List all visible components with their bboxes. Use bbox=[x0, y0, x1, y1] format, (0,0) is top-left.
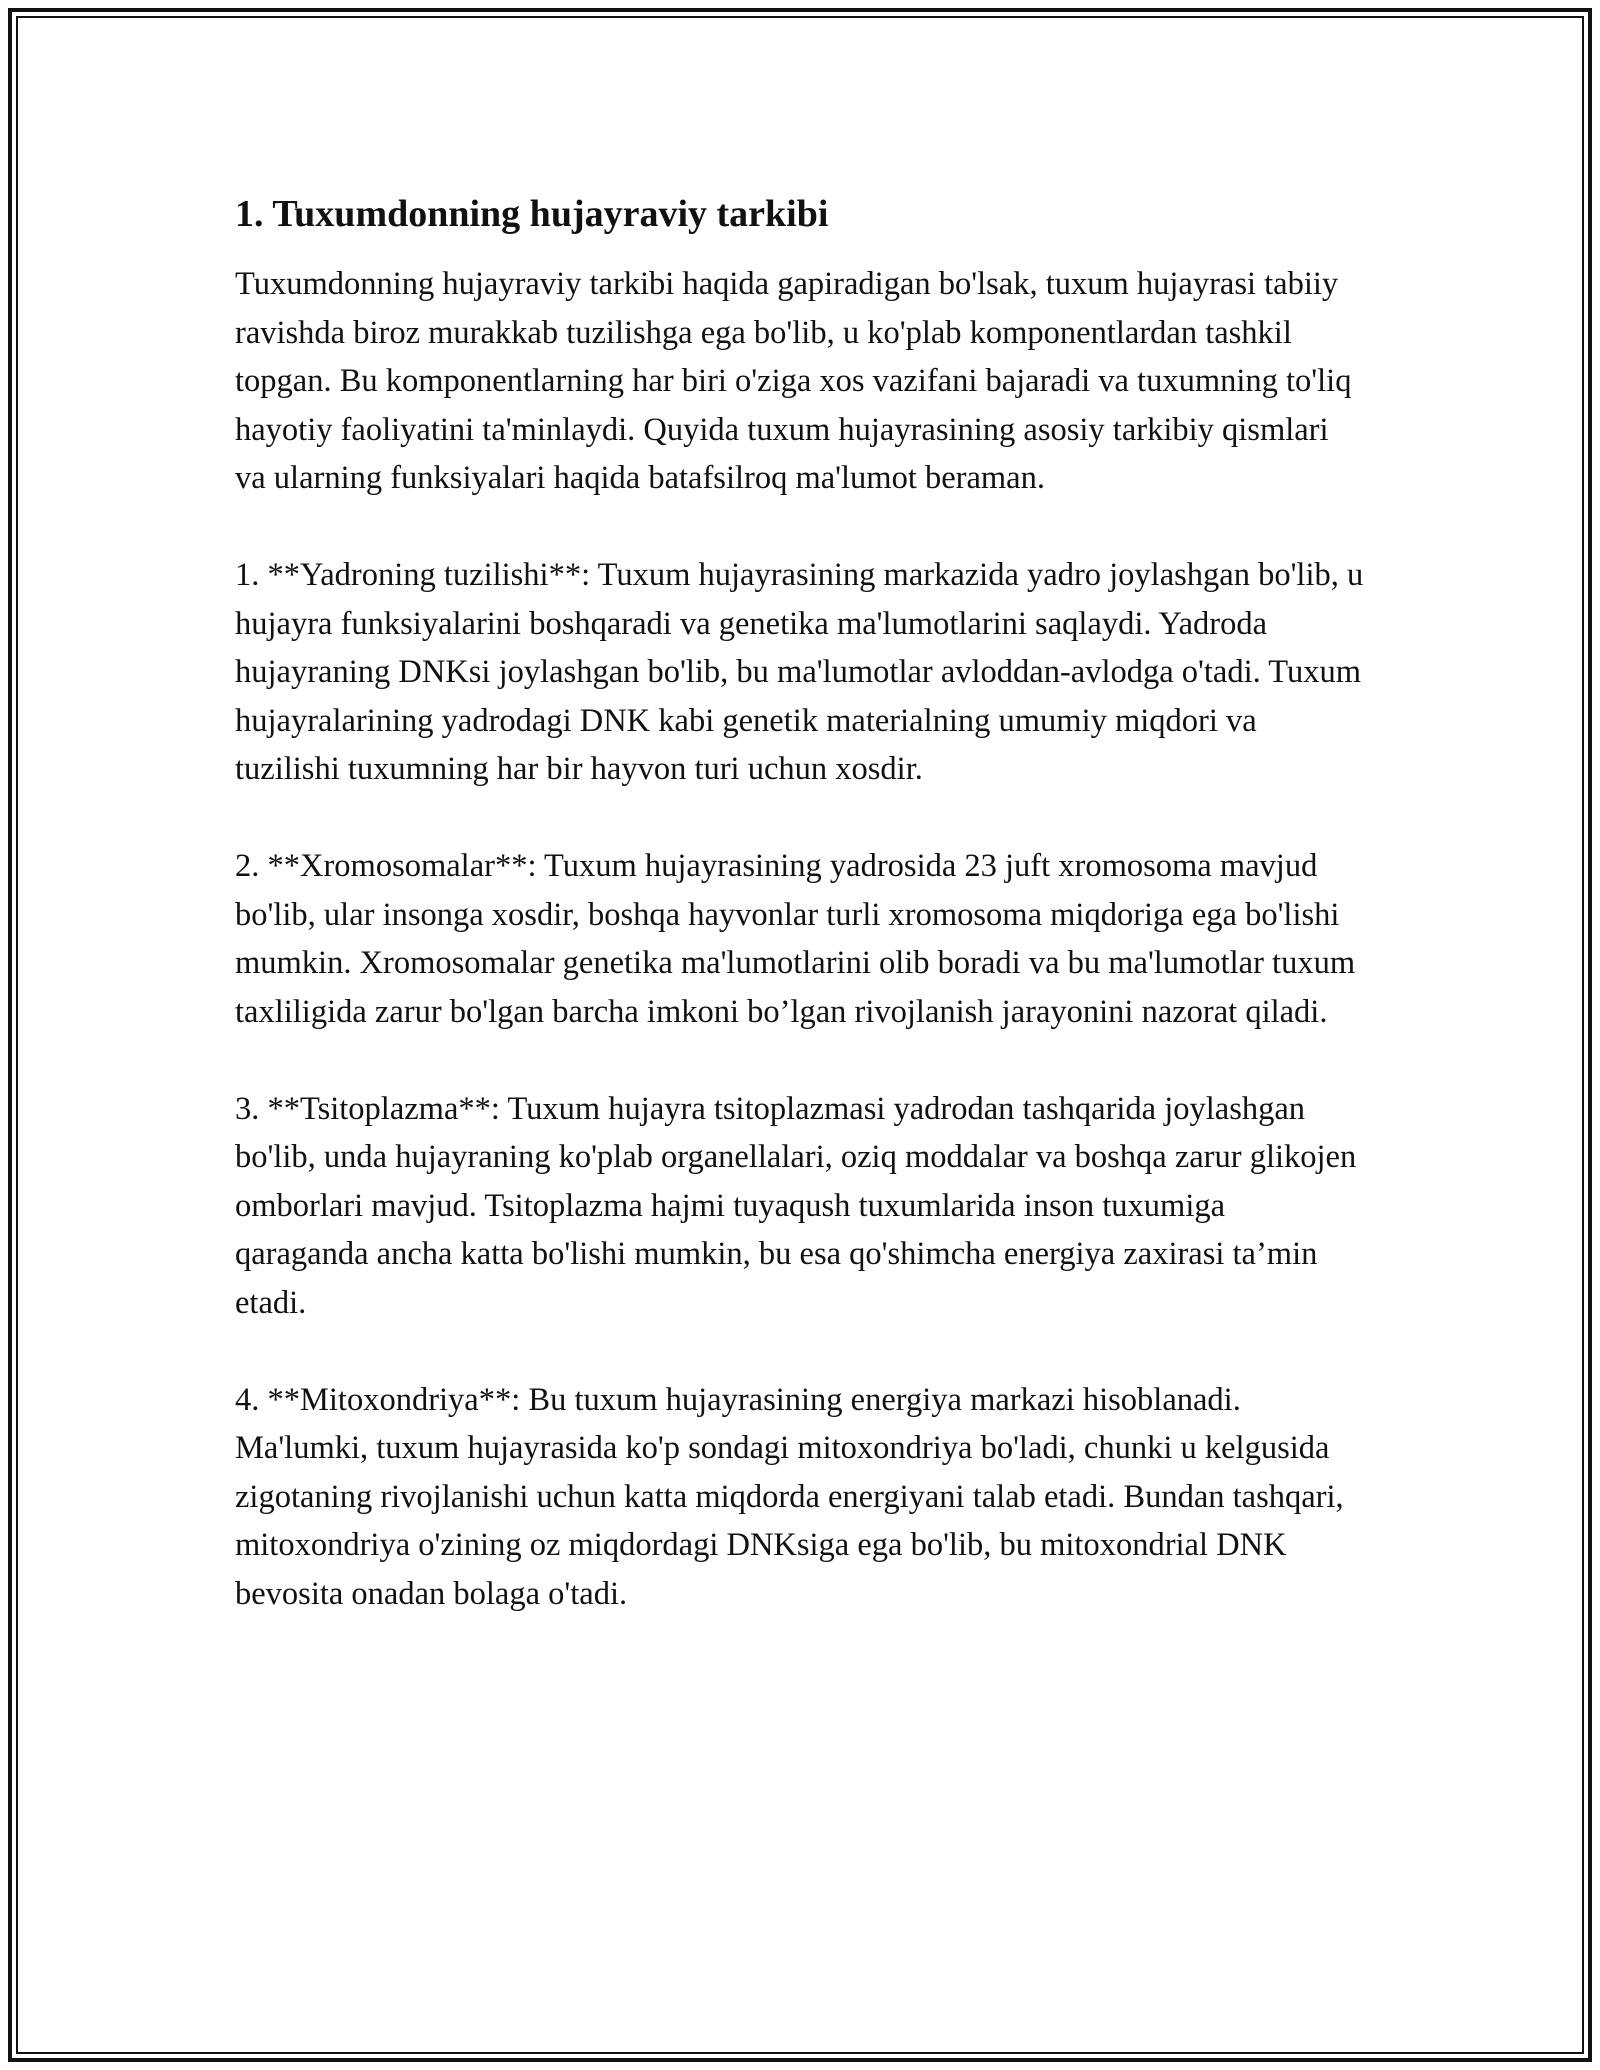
paragraph-mitochondria: 4. **Mitoxondriya**: Bu tuxum hujayrasining energiya markazi hisoblanadi. Ma'lumki, tuxum hujayrasida ko'p sondagi mitoxondriya bo'ladi, chunki u kelgusida zigotaning rivojlanishi uchun katta miqdorda energiyani talab etadi. Bundan tashqari, mitoxondriya o'zining oz miqdordagi DNKsiga ega bo'lib, bu mitoxondrial DNK bevosita onadan bolaga o'tadi. bbox=[235, 1381, 1344, 1612]
paragraph-chromosomes: 2. **Xromosomalar**: Tuxum hujayrasining yadrosida 23 juft xromosoma mavjud bo'lib, ular insonga xosdir, boshqa hayvonlar turli xromosoma miqdoriga ega bo'lishi mumkin. Xromosomalar genetika ma'lumotlarini olib boradi va bu ma'lumotlar tuxum taxliligida zarur bo'lgan barcha imkoni bo’lgan rivojlanish jarayonini nazorat qiladi. bbox=[235, 848, 1356, 1030]
paragraph-nucleus: 1. **Yadroning tuzilishi**: Tuxum hujayrasining markazida yadro joylashgan bo'lib, u hujayra funksiyalarini boshqaradi va genetika ma'lumotlarini saqlaydi. Yadroda hujayraning DNKsi joylashgan bo'lib, bu ma'lumotlar avloddan-avlodga o'tadi. Tuxum hujayralarining yadrodagi DNK kabi genetik materialning umumiy miqdori va tuzilishi tuxumning har bir hayvon turi uchun xosdir. bbox=[235, 557, 1364, 787]
intro-paragraph: Tuxumdonning hujayraviy tarkibi haqida gapiradigan bo'lsak, tuxum hujayrasi tabiiy ravishda biroz murakkab tuzilishga ega bo'lib, u ko'plab komponentlardan tashkil topgan. Bu komponentlarning har biri o'ziga xos vazifani bajaradi va tuxumning to'liq hayotiy faoliyatini ta'minlaydi. Quyida tuxum hujayrasining asosiy tarkibiy qismlari va ularning funksiyalari haqida batafsilroq ma'lumot beraman. bbox=[235, 266, 1352, 496]
document-body bbox=[235, 190, 1365, 1667]
paragraph-cytoplasm: 3. **Tsitoplazma**: Tuxum hujayra tsitoplazmasi yadrodan tashqarida joylashgan bo'lib, unda hujayraning ko'plab organellalari, oziq moddalar va boshqa zarur glikojen omborlari mavjud. Tsitoplazma hajmi tuyaqush tuxumlarida inson tuxumiga qaraganda ancha katta bo'lishi mumkin, bu esa qo'shimcha energiya zaxirasi ta’min etadi. bbox=[235, 1090, 1357, 1321]
section-heading: 1. Tuxumdonning hujayraviy tarkibi bbox=[235, 193, 829, 235]
